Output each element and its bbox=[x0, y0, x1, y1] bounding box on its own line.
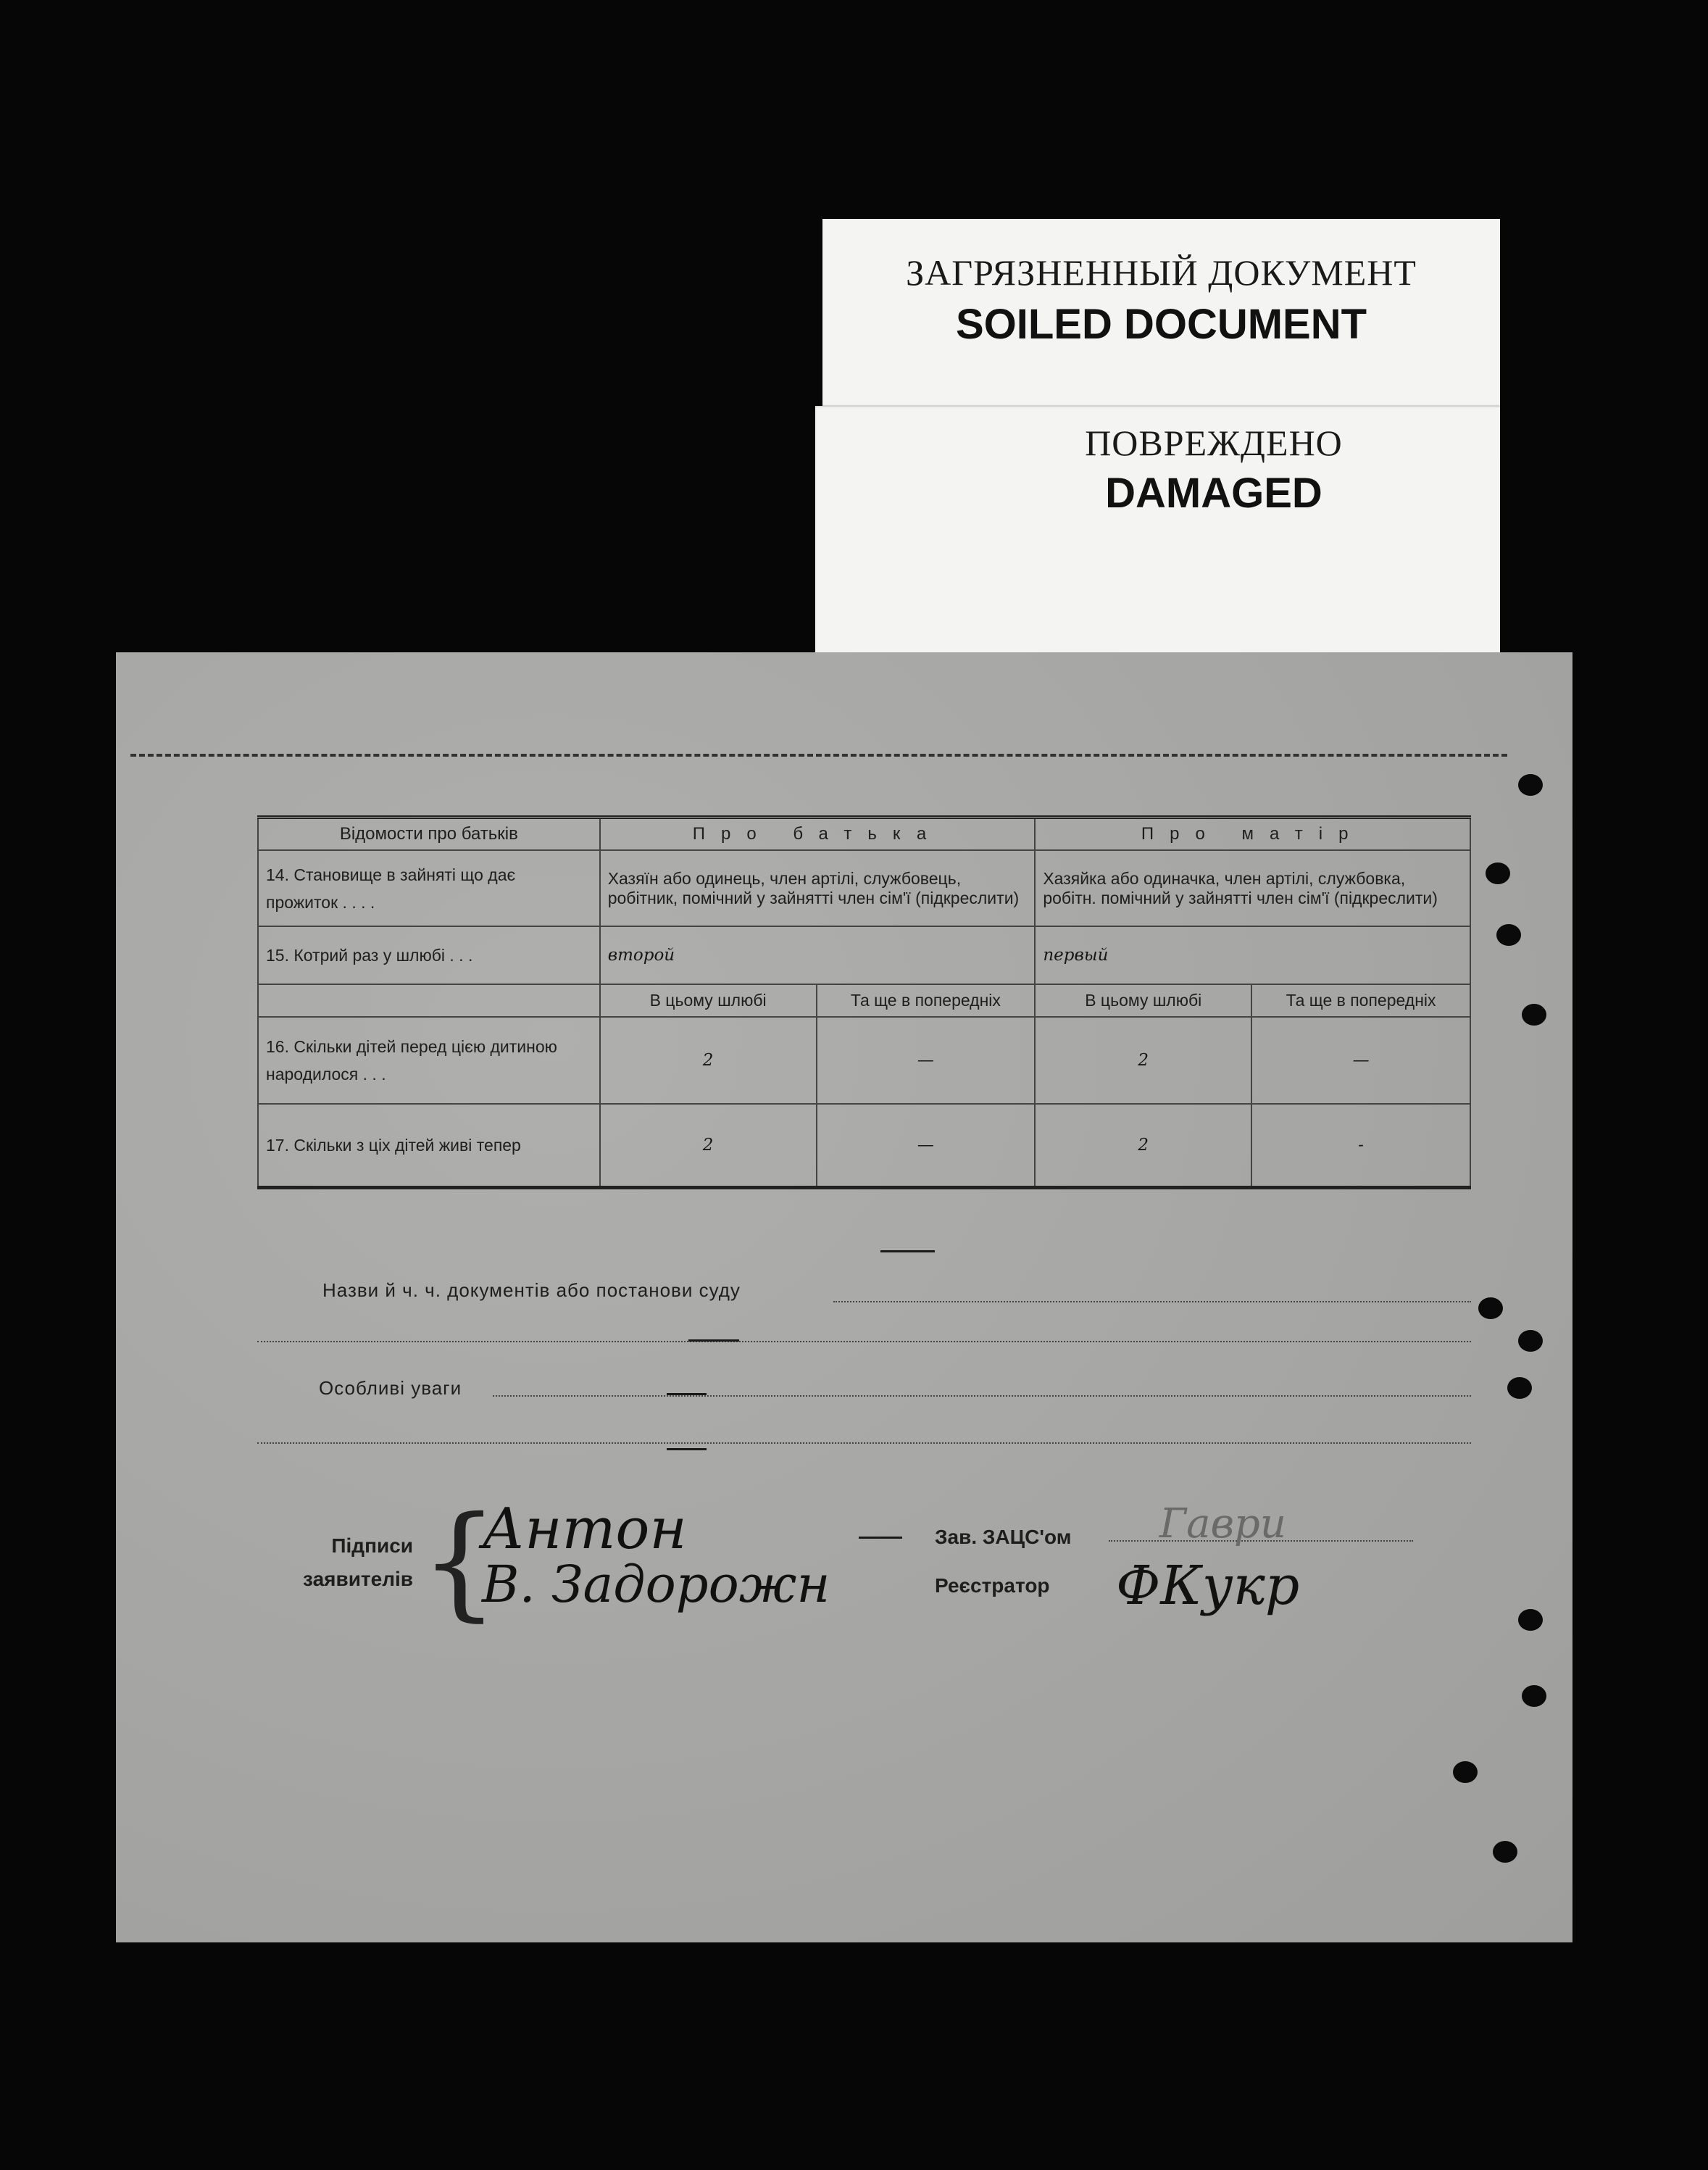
row-17-mother-this: 2 bbox=[1035, 1104, 1251, 1187]
row-17-father-prev: — bbox=[817, 1104, 1036, 1187]
mother-this-marriage-header: В цьому шлюбі bbox=[1035, 984, 1251, 1017]
remarks-field-label: Особливі уваги bbox=[319, 1377, 462, 1399]
row-15-mother: первый bbox=[1035, 926, 1470, 984]
signatures-brace: { bbox=[420, 1490, 499, 1634]
soiled-label-en: SOILED DOCUMENT bbox=[955, 301, 1367, 348]
row-14 bbox=[258, 850, 1470, 926]
row-17-father-this: 2 bbox=[600, 1104, 817, 1187]
row-16-label: 16. Скільки дітей перед цією дитиною народилося . . . bbox=[258, 1017, 600, 1104]
binding-hole bbox=[1518, 774, 1543, 796]
binding-hole bbox=[1518, 1609, 1543, 1631]
binding-hole bbox=[1522, 1004, 1546, 1026]
row-17 bbox=[258, 1104, 1470, 1187]
blank-dash bbox=[859, 1537, 902, 1539]
applicant-signature-2: В. Задорожн bbox=[482, 1555, 830, 1614]
binding-hole bbox=[1496, 924, 1521, 946]
header-father: Про батька bbox=[600, 818, 1036, 851]
row-16-mother-prev: — bbox=[1251, 1017, 1470, 1104]
blank-dash bbox=[880, 1250, 935, 1252]
row-15-label: 15. Котрий раз у шлюбі . . . bbox=[258, 926, 600, 984]
row-15 bbox=[258, 926, 1470, 984]
row-17-label: 17. Скільки з ціх дітей живі тепер bbox=[258, 1104, 600, 1187]
binding-hole bbox=[1518, 1330, 1543, 1352]
row-16 bbox=[258, 1017, 1470, 1104]
documents-field-line-2 bbox=[257, 1341, 1471, 1342]
header-parents-info: Відомости про батьків bbox=[258, 818, 600, 851]
blank-dash bbox=[667, 1393, 707, 1395]
perforation-line bbox=[130, 754, 1507, 757]
binding-hole bbox=[1486, 862, 1510, 884]
blank-dash bbox=[688, 1339, 739, 1342]
signatures-label: Підписи заявителів bbox=[303, 1534, 413, 1590]
father-this-marriage-header: В цьому шлюбі bbox=[600, 984, 817, 1017]
row-16-father-prev: — bbox=[817, 1017, 1036, 1104]
head-label: Зав. ЗАЦС'ом bbox=[935, 1526, 1072, 1548]
row-14-mother: Хазяйка або одиначка, член артілі, службовка, робітн. помічний у зайнятті член сім'ї (підкреслити) bbox=[1035, 850, 1470, 926]
soiled-label-ru: ЗАГРЯЗНЕННЫЙ ДОКУМЕНТ bbox=[906, 252, 1417, 293]
binding-hole bbox=[1507, 1377, 1532, 1399]
parents-info-table bbox=[257, 815, 1471, 1189]
row-17-mother-prev: - bbox=[1251, 1104, 1470, 1187]
remarks-field-line bbox=[493, 1395, 1471, 1397]
mother-previous-header: Та ще в попередніх bbox=[1251, 984, 1470, 1017]
row-14-label: 14. Становище в зайняті що дає прожиток . . . . bbox=[258, 850, 600, 926]
header-mother: Про матір bbox=[1035, 818, 1470, 851]
binding-hole bbox=[1478, 1297, 1503, 1319]
documents-field-line bbox=[833, 1301, 1471, 1302]
damaged-label-ru: ПОВРЕЖДЕНО bbox=[1085, 423, 1343, 463]
row-15-father: второй bbox=[600, 926, 1036, 984]
damaged-document-label bbox=[815, 406, 1500, 654]
binding-hole bbox=[1493, 1841, 1517, 1863]
applicant-signature-1: Антон bbox=[482, 1497, 687, 1562]
head-signature: Гаври bbox=[1159, 1500, 1286, 1547]
row-16-father-this: 2 bbox=[600, 1017, 817, 1104]
row-16-mother-this: 2 bbox=[1035, 1017, 1251, 1104]
subheader-empty bbox=[258, 984, 600, 1017]
subheader-row bbox=[258, 984, 1470, 1017]
father-previous-header: Та ще в попередніх bbox=[817, 984, 1036, 1017]
damaged-label-en: DAMAGED bbox=[1105, 470, 1322, 517]
blank-dash bbox=[667, 1448, 707, 1450]
documents-field-label: Назви й ч. ч. документів або постанови суду bbox=[322, 1279, 741, 1301]
registrar-signature: ФКукр bbox=[1116, 1555, 1300, 1617]
binding-hole bbox=[1522, 1685, 1546, 1707]
remarks-field-line-2 bbox=[257, 1442, 1471, 1444]
registrar-label: Реєстратор bbox=[935, 1574, 1050, 1597]
row-14-father: Хазяїн або одинець, член артілі, службовець, робітник, помічний у зайнятті член сім'ї (підкреслити) bbox=[600, 850, 1036, 926]
table-header-row bbox=[258, 818, 1470, 851]
document-sheet bbox=[116, 652, 1572, 1942]
binding-hole bbox=[1453, 1761, 1478, 1783]
